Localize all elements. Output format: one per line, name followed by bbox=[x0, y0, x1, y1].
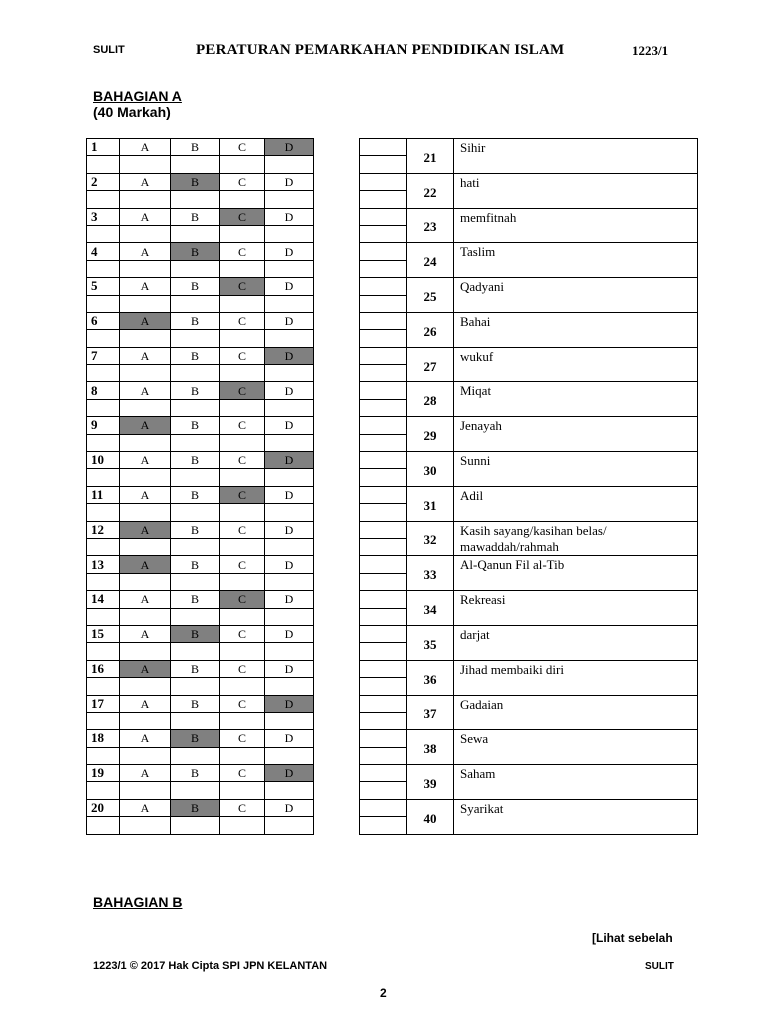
question-number: 38 bbox=[407, 730, 454, 765]
mark-box bbox=[360, 452, 407, 469]
question-number: 37 bbox=[407, 695, 454, 730]
option-b-cell: B bbox=[171, 208, 220, 225]
option-a-cell: A bbox=[120, 591, 171, 608]
option-a-cell: A bbox=[120, 243, 171, 260]
mark-box bbox=[360, 486, 407, 503]
option-c-cell: C bbox=[220, 243, 265, 260]
mark-box bbox=[360, 278, 407, 295]
selected-answer-cell: C bbox=[220, 382, 265, 399]
mcq-row-spacer bbox=[87, 260, 314, 277]
selected-answer-cell: B bbox=[171, 799, 220, 816]
mcq-row bbox=[87, 730, 314, 747]
answer-text: Miqat bbox=[454, 382, 698, 417]
mark-box bbox=[360, 765, 407, 782]
answer-text: memfitnah bbox=[454, 208, 698, 243]
option-b-cell: B bbox=[171, 382, 220, 399]
option-b-cell: B bbox=[171, 521, 220, 538]
answer-text: Taslim bbox=[454, 243, 698, 278]
selected-answer-cell: D bbox=[265, 765, 314, 782]
question-number: 25 bbox=[407, 278, 454, 313]
mcq-row bbox=[87, 591, 314, 608]
mcq-row-spacer bbox=[87, 156, 314, 173]
continue-note: [Lihat sebelah bbox=[592, 931, 673, 945]
option-c-cell: C bbox=[220, 625, 265, 642]
option-c-cell: C bbox=[220, 139, 265, 156]
question-number: 3 bbox=[87, 208, 120, 225]
answer-text: Sihir bbox=[454, 139, 698, 174]
mcq-row-spacer bbox=[87, 712, 314, 729]
answer-text: Jihad membaiki diri bbox=[454, 660, 698, 695]
option-d-cell: D bbox=[265, 556, 314, 573]
question-number: 11 bbox=[87, 486, 120, 503]
question-number: 35 bbox=[407, 625, 454, 660]
answer-text: wukuf bbox=[454, 347, 698, 382]
option-a-cell: A bbox=[120, 139, 171, 156]
mark-box bbox=[360, 660, 407, 677]
mcq-row-spacer bbox=[87, 678, 314, 695]
option-c-cell: C bbox=[220, 312, 265, 329]
question-number: 7 bbox=[87, 347, 120, 364]
option-a-cell: A bbox=[120, 730, 171, 747]
mcq-row-spacer bbox=[87, 608, 314, 625]
mark-box bbox=[360, 782, 407, 799]
selected-answer-cell: D bbox=[265, 139, 314, 156]
question-number: 18 bbox=[87, 730, 120, 747]
short-answer-row bbox=[360, 521, 698, 538]
short-answer-row bbox=[360, 173, 698, 190]
answer-text: Saham bbox=[454, 765, 698, 800]
mark-box bbox=[360, 678, 407, 695]
option-a-cell: A bbox=[120, 208, 171, 225]
question-number: 27 bbox=[407, 347, 454, 382]
mcq-row bbox=[87, 695, 314, 712]
mcq-row bbox=[87, 243, 314, 260]
short-answer-row bbox=[360, 347, 698, 364]
mark-box bbox=[360, 556, 407, 573]
option-d-cell: D bbox=[265, 521, 314, 538]
option-b-cell: B bbox=[171, 312, 220, 329]
answer-grid-part2 bbox=[359, 138, 698, 835]
mcq-row bbox=[87, 139, 314, 156]
option-d-cell: D bbox=[265, 730, 314, 747]
mark-box bbox=[360, 225, 407, 242]
question-number: 22 bbox=[407, 173, 454, 208]
option-d-cell: D bbox=[265, 173, 314, 190]
document-title: PERATURAN PEMARKAHAN PENDIDIKAN ISLAM bbox=[196, 42, 565, 58]
option-b-cell: B bbox=[171, 417, 220, 434]
short-answer-row bbox=[360, 730, 698, 747]
option-d-cell: D bbox=[265, 625, 314, 642]
mcq-row bbox=[87, 208, 314, 225]
answer-text: Bahai bbox=[454, 312, 698, 347]
mcq-row bbox=[87, 347, 314, 364]
selected-answer-cell: C bbox=[220, 486, 265, 503]
option-b-cell: B bbox=[171, 139, 220, 156]
selected-answer-cell: B bbox=[171, 243, 220, 260]
short-answer-row bbox=[360, 278, 698, 295]
mark-box bbox=[360, 747, 407, 764]
mcq-row-spacer bbox=[87, 782, 314, 799]
answer-text: Gadaian bbox=[454, 695, 698, 730]
option-a-cell: A bbox=[120, 799, 171, 816]
option-d-cell: D bbox=[265, 382, 314, 399]
question-number: 30 bbox=[407, 452, 454, 487]
option-a-cell: A bbox=[120, 486, 171, 503]
question-number: 19 bbox=[87, 765, 120, 782]
option-d-cell: D bbox=[265, 243, 314, 260]
selected-answer-cell: A bbox=[120, 417, 171, 434]
mark-box bbox=[360, 521, 407, 538]
answer-text: Syarikat bbox=[454, 799, 698, 834]
option-d-cell: D bbox=[265, 278, 314, 295]
option-a-cell: A bbox=[120, 347, 171, 364]
short-answer-row bbox=[360, 139, 698, 156]
option-c-cell: C bbox=[220, 730, 265, 747]
question-number: 33 bbox=[407, 556, 454, 591]
short-answer-row bbox=[360, 660, 698, 677]
option-d-cell: D bbox=[265, 208, 314, 225]
page-number: 2 bbox=[380, 986, 387, 1000]
selected-answer-cell: C bbox=[220, 591, 265, 608]
answer-text: Qadyani bbox=[454, 278, 698, 313]
short-answer-row bbox=[360, 243, 698, 260]
option-a-cell: A bbox=[120, 695, 171, 712]
short-answer-row bbox=[360, 382, 698, 399]
section-a-marks: (40 Markah) bbox=[93, 104, 171, 120]
short-answer-row bbox=[360, 765, 698, 782]
mcq-row bbox=[87, 278, 314, 295]
selected-answer-cell: D bbox=[265, 695, 314, 712]
question-number: 21 bbox=[407, 139, 454, 174]
option-b-cell: B bbox=[171, 765, 220, 782]
short-answer-row bbox=[360, 591, 698, 608]
mcq-row bbox=[87, 417, 314, 434]
mcq-row-spacer bbox=[87, 191, 314, 208]
mark-box bbox=[360, 573, 407, 590]
option-c-cell: C bbox=[220, 660, 265, 677]
mark-box bbox=[360, 417, 407, 434]
mcq-row bbox=[87, 521, 314, 538]
question-number: 8 bbox=[87, 382, 120, 399]
mark-box bbox=[360, 312, 407, 329]
question-number: 17 bbox=[87, 695, 120, 712]
question-number: 4 bbox=[87, 243, 120, 260]
mark-box bbox=[360, 625, 407, 642]
selected-answer-cell: D bbox=[265, 347, 314, 364]
answer-text: Adil bbox=[454, 486, 698, 521]
short-answer-row bbox=[360, 452, 698, 469]
paper-code: 1223/1 bbox=[632, 43, 669, 58]
question-number: 31 bbox=[407, 486, 454, 521]
mcq-row bbox=[87, 799, 314, 816]
option-d-cell: D bbox=[265, 660, 314, 677]
mcq-row bbox=[87, 382, 314, 399]
option-a-cell: A bbox=[120, 625, 171, 642]
option-b-cell: B bbox=[171, 591, 220, 608]
option-c-cell: C bbox=[220, 695, 265, 712]
answer-text: Kasih sayang/kasihan belas/ mawaddah/rahmah bbox=[454, 521, 698, 556]
mcq-row bbox=[87, 556, 314, 573]
mark-box bbox=[360, 382, 407, 399]
question-number: 20 bbox=[87, 799, 120, 816]
mark-box bbox=[360, 139, 407, 156]
mark-box bbox=[360, 330, 407, 347]
question-number: 26 bbox=[407, 312, 454, 347]
question-number: 29 bbox=[407, 417, 454, 452]
mcq-row-spacer bbox=[87, 538, 314, 555]
mcq-row-spacer bbox=[87, 399, 314, 416]
mcq-row-spacer bbox=[87, 225, 314, 242]
answer-text: darjat bbox=[454, 625, 698, 660]
question-number: 6 bbox=[87, 312, 120, 329]
option-b-cell: B bbox=[171, 452, 220, 469]
option-a-cell: A bbox=[120, 382, 171, 399]
footer-classification: SULIT bbox=[645, 961, 674, 972]
option-d-cell: D bbox=[265, 417, 314, 434]
selected-answer-cell: D bbox=[265, 452, 314, 469]
question-number: 13 bbox=[87, 556, 120, 573]
selected-answer-cell: B bbox=[171, 730, 220, 747]
short-answer-row bbox=[360, 695, 698, 712]
mark-box bbox=[360, 712, 407, 729]
question-number: 5 bbox=[87, 278, 120, 295]
mark-box bbox=[360, 591, 407, 608]
option-d-cell: D bbox=[265, 591, 314, 608]
option-c-cell: C bbox=[220, 765, 265, 782]
answer-text: hati bbox=[454, 173, 698, 208]
answer-text: Sewa bbox=[454, 730, 698, 765]
option-a-cell: A bbox=[120, 173, 171, 190]
mcq-row-spacer bbox=[87, 365, 314, 382]
question-number: 40 bbox=[407, 799, 454, 834]
question-number: 28 bbox=[407, 382, 454, 417]
option-b-cell: B bbox=[171, 278, 220, 295]
selected-answer-cell: B bbox=[171, 625, 220, 642]
short-answer-row bbox=[360, 799, 698, 816]
mark-box bbox=[360, 799, 407, 816]
mark-box bbox=[360, 469, 407, 486]
option-b-cell: B bbox=[171, 695, 220, 712]
mcq-row bbox=[87, 452, 314, 469]
mcq-row bbox=[87, 625, 314, 642]
option-b-cell: B bbox=[171, 486, 220, 503]
option-c-cell: C bbox=[220, 556, 265, 573]
mcq-row-spacer bbox=[87, 469, 314, 486]
question-number: 10 bbox=[87, 452, 120, 469]
option-c-cell: C bbox=[220, 521, 265, 538]
header-classification: SULIT bbox=[93, 44, 125, 56]
question-number: 39 bbox=[407, 765, 454, 800]
question-number: 24 bbox=[407, 243, 454, 278]
selected-answer-cell: A bbox=[120, 556, 171, 573]
question-number: 32 bbox=[407, 521, 454, 556]
mcq-row-spacer bbox=[87, 817, 314, 834]
mark-box bbox=[360, 260, 407, 277]
short-answer-row bbox=[360, 417, 698, 434]
question-number: 14 bbox=[87, 591, 120, 608]
question-number: 34 bbox=[407, 591, 454, 626]
mark-box bbox=[360, 295, 407, 312]
option-a-cell: A bbox=[120, 278, 171, 295]
mark-box bbox=[360, 347, 407, 364]
question-number: 23 bbox=[407, 208, 454, 243]
option-c-cell: C bbox=[220, 452, 265, 469]
short-answer-row bbox=[360, 625, 698, 642]
mark-box bbox=[360, 156, 407, 173]
mcq-row bbox=[87, 173, 314, 190]
option-a-cell: A bbox=[120, 452, 171, 469]
mark-box bbox=[360, 191, 407, 208]
mcq-row-spacer bbox=[87, 434, 314, 451]
mark-box bbox=[360, 608, 407, 625]
footer-copyright: 1223/1 © 2017 Hak Cipta SPI JPN KELANTAN bbox=[93, 960, 328, 972]
option-a-cell: A bbox=[120, 765, 171, 782]
short-answer-row bbox=[360, 312, 698, 329]
question-number: 16 bbox=[87, 660, 120, 677]
mcq-row-spacer bbox=[87, 504, 314, 521]
selected-answer-cell: A bbox=[120, 521, 171, 538]
mcq-row-spacer bbox=[87, 295, 314, 312]
mark-box bbox=[360, 208, 407, 225]
short-answer-row bbox=[360, 556, 698, 573]
option-d-cell: D bbox=[265, 799, 314, 816]
answer-grid-part1 bbox=[86, 138, 314, 835]
mcq-row bbox=[87, 312, 314, 329]
answer-text: Sunni bbox=[454, 452, 698, 487]
selected-answer-cell: B bbox=[171, 173, 220, 190]
mcq-row bbox=[87, 765, 314, 782]
mark-box bbox=[360, 817, 407, 834]
selected-answer-cell: A bbox=[120, 312, 171, 329]
selected-answer-cell: A bbox=[120, 660, 171, 677]
option-c-cell: C bbox=[220, 347, 265, 364]
mark-box bbox=[360, 643, 407, 660]
mcq-row-spacer bbox=[87, 747, 314, 764]
mcq-row-spacer bbox=[87, 643, 314, 660]
option-b-cell: B bbox=[171, 556, 220, 573]
mark-box bbox=[360, 695, 407, 712]
section-a-title: BAHAGIAN A bbox=[93, 88, 182, 104]
question-number: 15 bbox=[87, 625, 120, 642]
answer-text: Rekreasi bbox=[454, 591, 698, 626]
answer-text: Al-Qanun Fil al-Tib bbox=[454, 556, 698, 591]
mark-box bbox=[360, 173, 407, 190]
question-number: 12 bbox=[87, 521, 120, 538]
mark-box bbox=[360, 504, 407, 521]
mcq-row bbox=[87, 486, 314, 503]
mark-box bbox=[360, 365, 407, 382]
section-b-title: BAHAGIAN B bbox=[93, 894, 183, 910]
short-answer-row bbox=[360, 208, 698, 225]
option-c-cell: C bbox=[220, 173, 265, 190]
mark-box bbox=[360, 434, 407, 451]
selected-answer-cell: C bbox=[220, 208, 265, 225]
mark-box bbox=[360, 730, 407, 747]
question-number: 36 bbox=[407, 660, 454, 695]
short-answer-row bbox=[360, 486, 698, 503]
question-number: 9 bbox=[87, 417, 120, 434]
option-c-cell: C bbox=[220, 417, 265, 434]
mark-box bbox=[360, 538, 407, 555]
option-b-cell: B bbox=[171, 347, 220, 364]
mcq-row-spacer bbox=[87, 573, 314, 590]
mark-box bbox=[360, 399, 407, 416]
mcq-row bbox=[87, 660, 314, 677]
option-b-cell: B bbox=[171, 660, 220, 677]
mark-box bbox=[360, 243, 407, 260]
option-c-cell: C bbox=[220, 799, 265, 816]
option-d-cell: D bbox=[265, 486, 314, 503]
answer-text: Jenayah bbox=[454, 417, 698, 452]
option-d-cell: D bbox=[265, 312, 314, 329]
question-number: 1 bbox=[87, 139, 120, 156]
mcq-row-spacer bbox=[87, 330, 314, 347]
question-number: 2 bbox=[87, 173, 120, 190]
selected-answer-cell: C bbox=[220, 278, 265, 295]
